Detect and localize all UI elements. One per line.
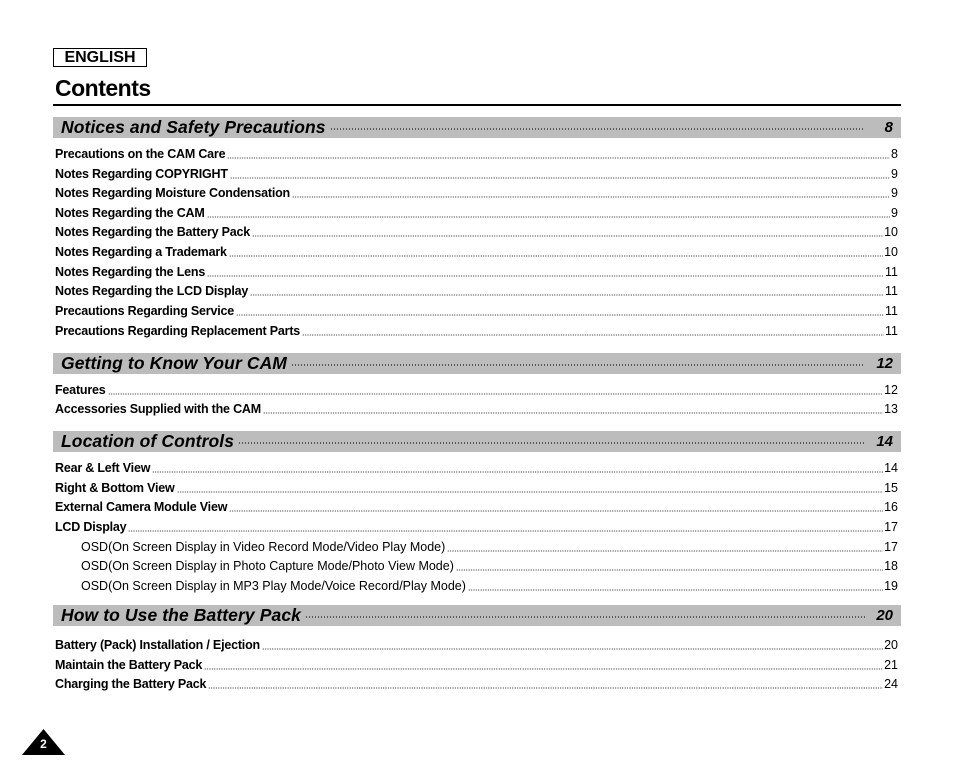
section-header-getting-to-know[interactable] — [53, 353, 901, 374]
entry-page: 19 — [884, 579, 898, 593]
entry-page: 18 — [884, 559, 898, 573]
toc-entry[interactable] — [55, 303, 898, 319]
toc-entry[interactable] — [55, 499, 898, 515]
dot-leader — [152, 471, 883, 473]
toc-entry[interactable] — [55, 657, 898, 673]
entry-label: LCD Display — [55, 520, 127, 534]
toc-entry[interactable] — [55, 676, 898, 692]
toc-entry[interactable] — [55, 283, 898, 299]
entry-label: Notes Regarding a Trademark — [55, 245, 227, 259]
dot-leader — [229, 255, 883, 257]
dot-leader — [263, 412, 883, 414]
toc-subentry[interactable] — [81, 578, 898, 594]
entry-page: 9 — [891, 206, 898, 220]
entry-page: 17 — [884, 520, 898, 534]
toc-entry[interactable] — [55, 205, 898, 221]
dot-leader — [236, 314, 884, 316]
dot-leader — [238, 442, 865, 444]
toc-entry[interactable] — [55, 401, 898, 417]
dot-leader — [302, 334, 884, 336]
entry-label: Precautions Regarding Service — [55, 304, 234, 318]
section-header-location-of-controls[interactable] — [53, 431, 901, 452]
entry-page: 20 — [884, 638, 898, 652]
dot-leader — [456, 569, 883, 571]
toc-subentry[interactable] — [81, 558, 898, 574]
section-title: Notices and Safety Precautions — [61, 117, 326, 137]
entry-page: 9 — [891, 186, 898, 200]
entry-label: OSD(On Screen Display in Photo Capture Mode/Photo View Mode) — [81, 559, 454, 573]
entry-label: Precautions on the CAM Care — [55, 147, 226, 161]
entry-label: External Camera Module View — [55, 500, 228, 514]
entry-label: Rear & Left View — [55, 461, 151, 475]
entry-label: OSD(On Screen Display in Video Record Mode/Video Play Mode) — [81, 540, 446, 554]
language-badge: ENGLISH — [53, 48, 147, 67]
entry-label: Charging the Battery Pack — [55, 677, 207, 691]
toc-entry[interactable] — [55, 185, 898, 201]
dot-leader — [262, 648, 883, 650]
entry-page: 10 — [884, 225, 898, 239]
toc-subentry[interactable] — [81, 539, 898, 555]
entry-label: OSD(On Screen Display in MP3 Play Mode/Voice Record/Play Mode) — [81, 579, 466, 593]
entry-page: 21 — [884, 658, 898, 672]
dot-leader — [291, 364, 865, 366]
toc-entry[interactable] — [55, 224, 898, 240]
dot-leader — [204, 668, 883, 670]
entry-page: 10 — [884, 245, 898, 259]
entry-label: Battery (Pack) Installation / Ejection — [55, 638, 260, 652]
toc-entry[interactable] — [55, 244, 898, 260]
dot-leader — [208, 687, 883, 689]
dot-leader — [229, 510, 883, 512]
dot-leader — [250, 294, 884, 296]
entry-label: Precautions Regarding Replacement Parts — [55, 324, 301, 338]
dot-leader — [305, 616, 865, 618]
entry-page: 14 — [884, 461, 898, 475]
entry-page: 11 — [885, 324, 898, 338]
toc-entry[interactable] — [55, 460, 898, 476]
entry-page: 16 — [884, 500, 898, 514]
entry-page: 17 — [884, 540, 898, 554]
toc-entry[interactable] — [55, 264, 898, 280]
toc-entry[interactable] — [55, 323, 898, 339]
entry-page: 11 — [885, 304, 898, 318]
title-divider — [53, 104, 901, 106]
entry-label: Maintain the Battery Pack — [55, 658, 203, 672]
dot-leader — [207, 216, 890, 218]
dot-leader — [252, 235, 883, 237]
dot-leader — [447, 550, 883, 552]
dot-leader — [177, 491, 884, 493]
entry-label: Notes Regarding the Battery Pack — [55, 225, 251, 239]
section-title: Location of Controls — [61, 431, 235, 451]
entry-page: 12 — [884, 383, 898, 397]
section-header-battery-pack[interactable] — [53, 605, 901, 626]
toc-entry[interactable] — [55, 519, 898, 535]
entry-page: 9 — [891, 167, 898, 181]
entry-page: 13 — [884, 402, 898, 416]
section-title: How to Use the Battery Pack — [61, 605, 301, 625]
entry-page: 11 — [885, 265, 898, 279]
toc-entry[interactable] — [55, 480, 898, 496]
entry-label: Notes Regarding the Lens — [55, 265, 206, 279]
dot-leader — [292, 196, 890, 198]
section-page: 14 — [876, 433, 893, 450]
toc-entry[interactable] — [55, 166, 898, 182]
section-header-notices[interactable] — [53, 117, 901, 138]
dot-leader — [207, 275, 884, 277]
toc-entry[interactable] — [55, 382, 898, 398]
entry-page: 24 — [884, 677, 898, 691]
entry-page: 8 — [891, 147, 898, 161]
entry-label: Notes Regarding the CAM — [55, 206, 205, 220]
entry-page: 15 — [884, 481, 898, 495]
entry-label: Right & Bottom View — [55, 481, 175, 495]
section-page: 12 — [876, 355, 893, 372]
section-title: Getting to Know Your CAM — [61, 353, 287, 373]
dot-leader — [227, 157, 890, 159]
entry-label: Features — [55, 383, 106, 397]
dot-leader — [468, 589, 883, 591]
entry-label: Notes Regarding COPYRIGHT — [55, 167, 228, 181]
toc-entry[interactable] — [55, 146, 898, 162]
toc-entry[interactable] — [55, 637, 898, 653]
dot-leader — [128, 530, 883, 532]
page-title: Contents — [55, 75, 151, 101]
dot-leader — [230, 177, 890, 179]
entry-page: 11 — [885, 284, 898, 298]
dot-leader — [330, 128, 865, 130]
section-page: 20 — [876, 607, 893, 624]
entry-label: Notes Regarding the LCD Display — [55, 284, 249, 298]
dot-leader — [108, 393, 884, 395]
section-page: 8 — [884, 119, 893, 136]
page-number: 2 — [40, 737, 47, 751]
entry-label: Notes Regarding Moisture Condensation — [55, 186, 290, 200]
entry-label: Accessories Supplied with the CAM — [55, 402, 261, 416]
